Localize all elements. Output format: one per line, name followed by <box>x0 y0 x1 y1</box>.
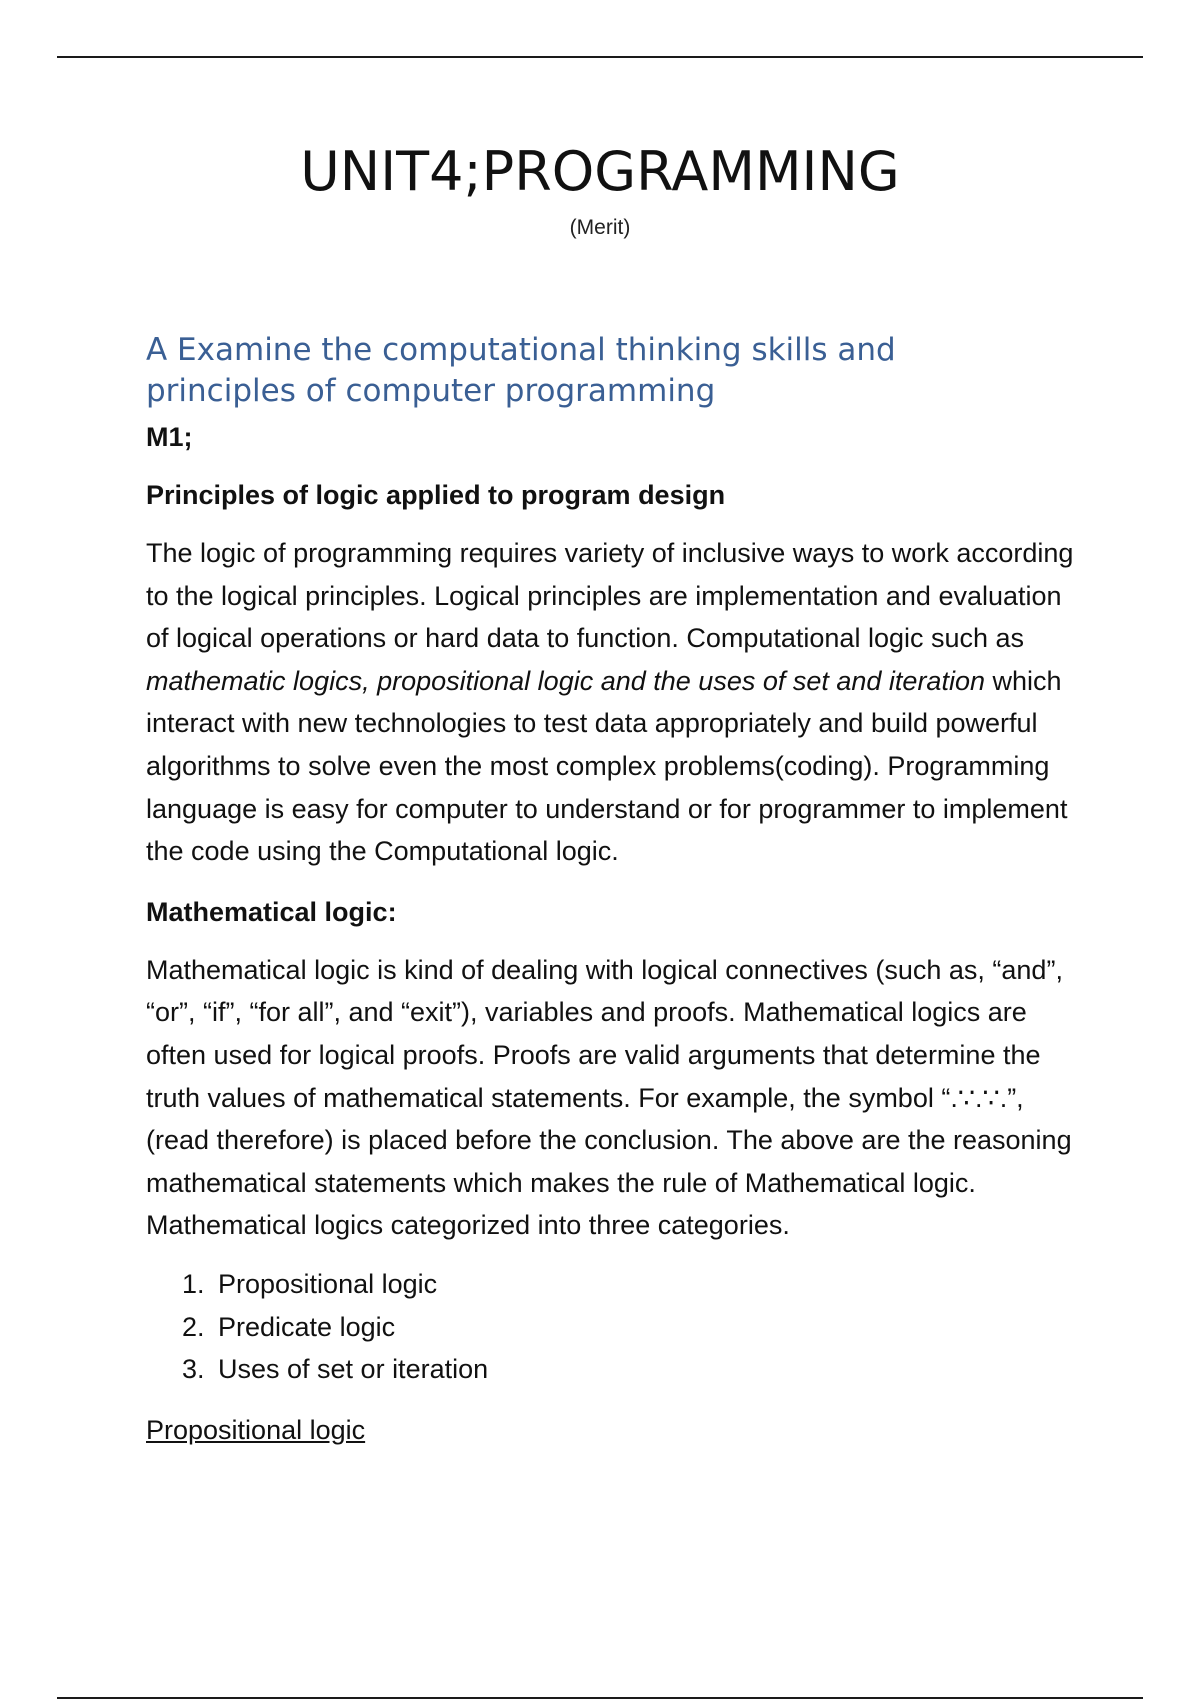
paragraph-tail: which interact with new technologies to test data appropriately and build powerful algorithms to solve even the most complex problems(coding). Programming language is easy for computer to understand or for programmer to implement the code using the Computational logic. <box>146 665 1068 867</box>
document-subtitle: (Merit) <box>569 216 631 239</box>
paragraph-mathematical-logic: Mathematical logic is kind of dealing with logical connectives (such as, “and”, “or”, “if”, “for all”, and “exit”), variables and proofs. Mathematical logics are often used for logical proofs. Proofs are valid arguments that determine the truth values of mathematical statements. For example, the symbol “.∵.∵.”, (read therefore) is placed before the conclusion. The above are the reasoning mathematical statements which makes the rule of Mathematical logic. Mathematical logics categorized into three categories. <box>146 954 1072 1241</box>
categories-list <box>146 1263 1076 1391</box>
propositional-logic-heading: Propositional logic <box>146 1414 366 1445</box>
list-number: 2. <box>182 1311 205 1342</box>
principles-heading: Principles of logic applied to program design <box>146 480 726 510</box>
list-label: Predicate logic <box>218 1311 396 1342</box>
list-item <box>182 1263 1076 1306</box>
document-title: UNIT4;PROGRAMMING <box>300 140 900 203</box>
bottom-rule <box>57 1697 1143 1699</box>
m1-label: M1; <box>146 422 193 452</box>
list-item <box>182 1306 1076 1349</box>
list-label: Uses of set or iteration <box>218 1354 489 1385</box>
paragraph-italic: mathematic logics, propositional logic and the uses of set and iteration <box>146 665 985 696</box>
paragraph-logic-of-programming <box>146 532 1076 873</box>
list-label: Propositional logic <box>218 1268 438 1299</box>
list-number: 1. <box>182 1268 205 1299</box>
section-heading <box>146 330 1076 412</box>
document-body <box>146 330 1076 1451</box>
top-rule <box>57 56 1143 58</box>
section-heading-line2: principles of computer programming <box>146 373 716 409</box>
paragraph-lead: The logic of programming requires variety of inclusive ways to work according to the logical principles. Logical principles are implementation and evaluation of logical operations or hard data to function. Computational logic such as <box>146 538 1074 654</box>
list-number: 3. <box>182 1354 205 1385</box>
mathematical-logic-heading: Mathematical logic: <box>146 896 397 927</box>
section-heading-line1: A Examine the computational thinking skills and <box>146 332 896 368</box>
list-item <box>182 1348 1076 1391</box>
